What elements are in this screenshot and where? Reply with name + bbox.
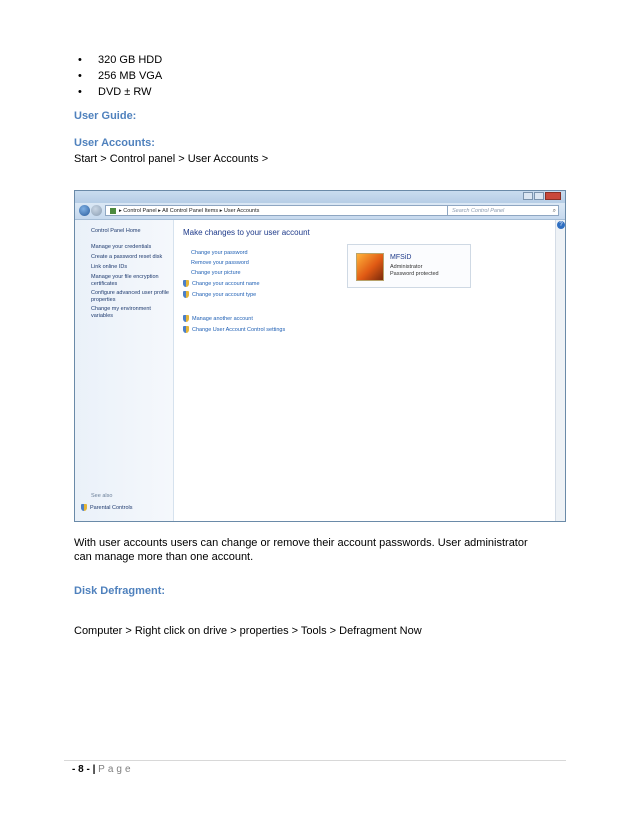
sidebar-item-environment[interactable]: Change my environment variables <box>91 306 151 319</box>
sidebar <box>75 220 174 522</box>
page-footer <box>72 764 134 775</box>
shield-icon <box>183 280 189 287</box>
sidebar-item-credentials[interactable]: Manage your credentials <box>91 244 152 250</box>
search-icon: ⌕ <box>552 208 556 214</box>
spec-item: • 256 MB VGA <box>78 68 162 84</box>
avatar[interactable] <box>356 253 384 281</box>
maximize-button[interactable] <box>534 192 544 200</box>
address-field[interactable]: ▸ Control Panel ▸ All Control Panel Items ▸ User Accounts <box>105 205 513 216</box>
task-change-picture[interactable]: Change your picture <box>191 270 241 276</box>
footer-divider <box>64 760 566 761</box>
back-arrow-icon[interactable] <box>79 205 90 216</box>
task-change-account-name[interactable]: Change your account name <box>183 280 260 287</box>
sidebar-item-encryption[interactable]: Manage your file encryption certificates <box>91 274 159 287</box>
user-accounts-description: With user accounts users can change or remove their account passwords. User administrator can manage more than one account. <box>74 537 528 563</box>
page-number: - 8 - <box>72 764 90 775</box>
see-also-label: See also <box>91 493 113 499</box>
close-button[interactable] <box>545 192 561 200</box>
main-content <box>179 220 559 522</box>
shield-icon <box>183 315 189 322</box>
help-icon[interactable]: ? <box>557 221 565 229</box>
search-input[interactable]: Search Control Panel ⌕ <box>447 205 559 216</box>
account-role: Administrator <box>390 264 423 270</box>
account-name: MFSiD <box>390 254 412 261</box>
forward-arrow-icon[interactable] <box>91 205 102 216</box>
sidebar-item-home[interactable]: Control Panel Home <box>91 228 141 234</box>
account-status: Password protected <box>390 271 439 277</box>
task-remove-password[interactable]: Remove your password <box>191 260 249 266</box>
shield-icon <box>81 504 87 511</box>
sidebar-item-profile[interactable]: Configure advanced user profile properties <box>91 290 169 303</box>
parental-controls-link[interactable]: Parental Controls <box>81 504 133 511</box>
defragment-path: Computer > Right click on drive > properties > Tools > Defragment Now <box>74 625 422 637</box>
sidebar-item-reset-disk[interactable]: Create a password reset disk <box>91 254 163 260</box>
address-bar <box>75 203 565 220</box>
shield-icon <box>183 291 189 298</box>
account-card <box>347 244 471 288</box>
minimize-button[interactable] <box>523 192 533 200</box>
scrollbar[interactable] <box>555 220 565 522</box>
user-accounts-path: Start > Control panel > User Accounts > <box>74 153 269 165</box>
sidebar-item-online-ids[interactable]: Link online IDs <box>91 264 128 270</box>
heading-user-accounts: User Accounts: <box>74 137 155 149</box>
window-titlebar <box>75 191 565 203</box>
task-change-password[interactable]: Change your password <box>191 250 248 256</box>
main-title: Make changes to your user account <box>183 228 310 237</box>
heading-disk-defragment: Disk Defragment: <box>74 585 166 597</box>
task-uac-settings[interactable]: Change User Account Control settings <box>183 326 285 333</box>
spec-list <box>78 52 162 100</box>
footer-separator: | <box>92 764 96 775</box>
spec-item: • DVD ± RW <box>78 84 162 100</box>
task-manage-another-account[interactable]: Manage another account <box>183 315 253 322</box>
page-word: Page <box>98 764 134 775</box>
shield-icon <box>183 326 189 333</box>
task-change-account-type[interactable]: Change your account type <box>183 291 256 298</box>
heading-user-guide: User Guide: <box>74 110 137 122</box>
control-panel-icon <box>110 208 116 214</box>
spec-item: • 320 GB HDD <box>78 52 162 68</box>
user-accounts-screenshot <box>74 190 566 522</box>
